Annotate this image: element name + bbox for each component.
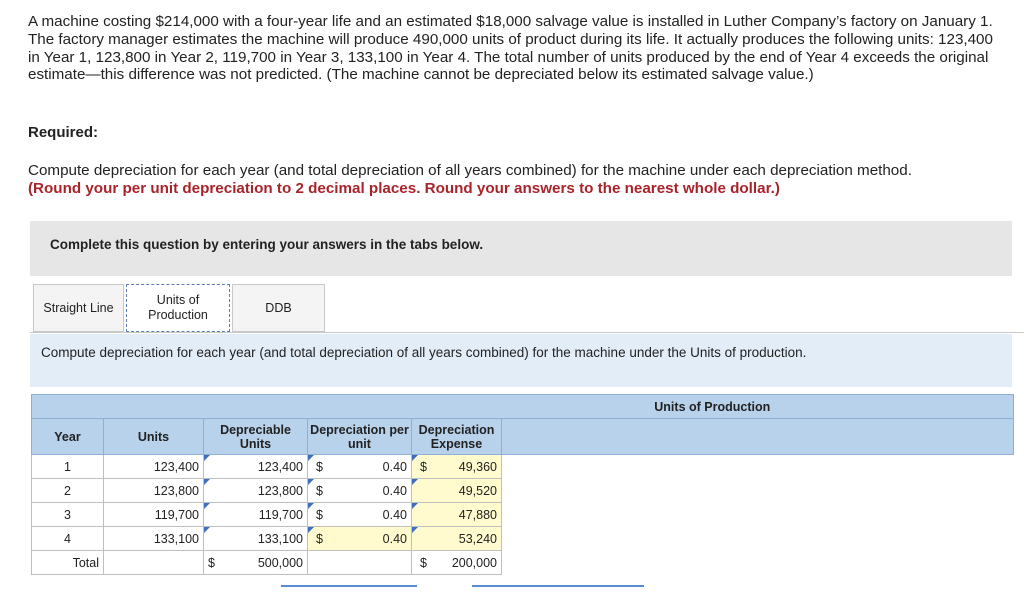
total-expense-value: 200,000	[451, 555, 497, 570]
year-cell: 2	[32, 479, 104, 503]
table-row	[32, 503, 1014, 527]
banner-text: Complete this question by entering your answers in the tabs below.	[50, 237, 484, 252]
problem-text: A machine costing $214,000 with a four-year life and an estimated $18,000 salvage value is installed in Luther Company’s factory on January 1. The factory manager estimates the machine will produce 490,000 units of product during its life. It actually produces the following units: 123,400 in Year 1, 123,800 in Year 2, 119,700 in Year 3, 133,100 in Year 4. The total number of units produced by the end of Year 4 exceeds the original estimate—this difference was not predicted. (The machine cannot be depreciated below its estimated salvage value.)	[28, 13, 993, 84]
table-row	[32, 479, 1014, 503]
tab-divider	[30, 332, 1024, 333]
instructions	[28, 162, 1003, 198]
dollar-sign: $	[316, 507, 323, 522]
total-depreciable-units[interactable]	[204, 551, 308, 575]
per-unit-input[interactable]	[308, 455, 412, 479]
depreciable-units-input[interactable]: 123,400	[204, 455, 308, 479]
units-input[interactable]: 133,100	[104, 527, 204, 551]
per-unit-value: 0.40	[382, 531, 407, 546]
required-label: Required:	[28, 124, 99, 141]
units-input[interactable]: 123,800	[104, 479, 204, 503]
dollar-sign: $	[420, 555, 427, 570]
total-row	[32, 551, 1014, 575]
expense-value: 49,520	[458, 483, 497, 498]
nav-button-edge[interactable]	[281, 585, 417, 587]
header-year: Year	[32, 419, 104, 455]
total-depreciable-value: 500,000	[257, 555, 303, 570]
total-label: Total	[32, 551, 104, 575]
dollar-sign: $	[316, 483, 323, 498]
expense-value: 53,240	[458, 531, 497, 546]
expense-value: 49,360	[458, 459, 497, 474]
question-banner	[30, 221, 1012, 276]
units-of-production-table	[31, 394, 1014, 575]
expense-value: 47,880	[458, 507, 497, 522]
dollar-sign: $	[208, 555, 215, 570]
tab-ddb[interactable]: DDB	[232, 284, 325, 332]
per-unit-input[interactable]	[308, 503, 412, 527]
dollar-sign: $	[316, 531, 323, 546]
nav-button-edge[interactable]	[472, 585, 644, 587]
per-unit-input[interactable]	[308, 527, 412, 551]
depreciable-units-input[interactable]: 123,800	[204, 479, 308, 503]
header-units: Units	[104, 419, 204, 455]
panel-text: Compute depreciation for each year (and total depreciation of all years combined) for the machine under the Units of production.	[41, 345, 807, 360]
per-unit-value: 0.40	[382, 507, 407, 522]
rounding-note: (Round your per unit depreciation to 2 decimal places. Round your answers to the nearest whole dollar.)	[28, 180, 780, 197]
table-row	[32, 527, 1014, 551]
header-per-unit: Depreciation per unit	[308, 419, 412, 455]
per-unit-input[interactable]	[308, 479, 412, 503]
year-cell: 3	[32, 503, 104, 527]
group-header: Units of Production	[412, 395, 1014, 419]
depreciable-units-input[interactable]: 133,100	[204, 527, 308, 551]
expense-input[interactable]	[412, 503, 502, 527]
units-input[interactable]: 119,700	[104, 503, 204, 527]
tab-units-of-production[interactable]: Units of Production	[126, 284, 230, 332]
table-row	[32, 455, 1014, 479]
per-unit-value: 0.40	[382, 483, 407, 498]
header-depreciable-units: Depreciable Units	[204, 419, 308, 455]
tab-instruction-panel	[30, 334, 1012, 387]
expense-input[interactable]	[412, 527, 502, 551]
total-expense[interactable]	[412, 551, 502, 575]
units-input[interactable]: 123,400	[104, 455, 204, 479]
per-unit-value: 0.40	[382, 459, 407, 474]
year-cell: 1	[32, 455, 104, 479]
instruction-text: Compute depreciation for each year (and total depreciation of all years combined) for the machine under each depreciation method.	[28, 162, 912, 179]
tab-straight-line[interactable]: Straight Line	[33, 284, 124, 332]
dollar-sign: $	[420, 459, 427, 474]
depreciable-units-input[interactable]: 119,700	[204, 503, 308, 527]
dollar-sign: $	[316, 459, 323, 474]
year-cell: 4	[32, 527, 104, 551]
expense-input[interactable]	[412, 479, 502, 503]
expense-input[interactable]	[412, 455, 502, 479]
header-expense: Depreciation Expense	[412, 419, 502, 455]
